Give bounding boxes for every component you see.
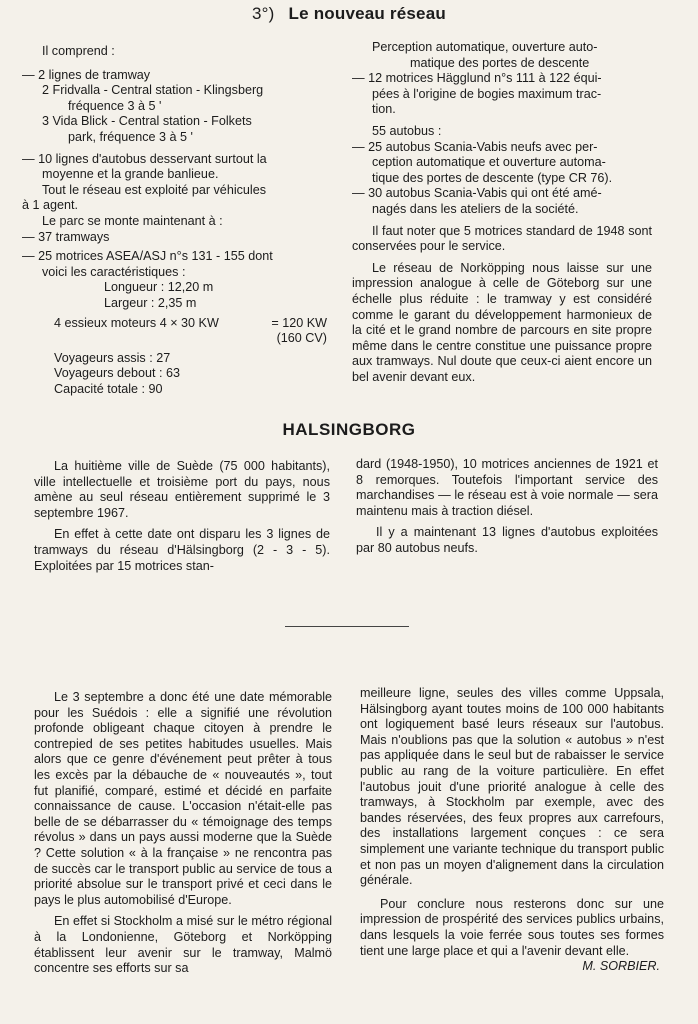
capacite-totale: Capacité totale : 90 [54,381,163,396]
fleet-intro: Le parc se monte maintenant à : [42,213,223,228]
line3-frequency: park, fréquence 3 à 5 ' [68,129,193,144]
conclusion-paragraph-3: meilleure ligne, seules des villes comme Uppsala, Hälsingborg ayant toutes moins de 100 000 habitants ont logiquement basé leurs réseaux sur l'autobus. Mais n'oublions pas que la solution « autobus » n'est pas appliquée dans le seul but de rabaisser le service public au rang de la voiture particulière. En effet l'autobus jouit d'une priorité analogue à celle des tramways, à Stockholm par exemple, avec des bandes réservées, des feux propres aux carrefours, des installations largement conçues : ce sera simplement une variante technique du transport public et non pas un moyen d'alignement dans la circulation générale. [360,686,664,888]
perception-line-cont: matique des portes de descente [410,55,590,70]
scania25-line-2: ception automatique et ouverture automa- [372,155,606,170]
line3-route: 3 Vida Blick - Central station - Folkets [42,114,252,129]
reseau-right-column [352,40,652,385]
largeur: Largeur : 2,35 m [104,295,197,310]
scania30-line: — 30 autobus Scania-Vabis qui ont été amé- [352,186,602,201]
line2-route: 2 Fridvalla - Central station - Klingsberg [42,83,264,98]
conclusion-left-column [34,690,332,977]
standard-note: Il faut noter que 5 motrices standard de 1948 sont conservées pour le service. [352,223,652,254]
section-heading [0,4,698,24]
agent-line: Tout le réseau est exploité par véhicules [42,182,267,197]
norkoping-paragraph: Le réseau de Norköpping nous laisse sur une impression analogue à celle de Göteborg sur une échelle plus réduite : le tramway y est considéré comme le garant du développement harmonieux de la cité et le grand nombre de parcours en site propre même dans le centre constitue une puissance propre aux tramways. Nul doute que ceux-ci aient encore un bel avenir devant eux. [352,260,652,384]
halsingborg-right-column [356,457,658,557]
hagglund-line-2: pées à l'origine de bogies maximum trac- [372,86,602,101]
halsingborg-lines: En effet à cette date ont disparu les 3 lignes de tramways du réseau d'Hälsingborg (2 - 3 - 5). Exploitées par 15 motrices stan- [34,527,330,573]
perception-line: Perception automatique, ouverture auto- [372,40,598,54]
section-divider [285,626,409,627]
conclusion-paragraph-1: Le 3 septembre a donc été une date mémorable pour les Suédois : elle a signifié une révolution profonde obligeant chaque citoyen à prendre le contrepied de ses petites habitudes usuelles. Mais alors que ce genre d'événement peut prêter à tous les excès par la débauche de « nouveautés », tout fut planifié, comparé, estimé et décidé en parfaite connaissance de cause. L'occasion n'était-elle pas belle de se débarrasser du « témoignage des temps révolus » dans un pays aussi moderne que la Suède ? Cette solution « à la française » ne rencontra pas de succès car le transport public au service de tous a priorité absolue sur le transport privé et ceci dans le pays le plus automobilisé d'Europe. [34,690,332,907]
essieux-power: = 120 KW [271,315,327,330]
scania30-line-2: nagés dans les ateliers de la société. [372,201,579,216]
voyageurs-debout: Voyageurs debout : 63 [54,366,181,381]
halsingborg-fleet: dard (1948-1950), 10 motrices anciennes de 1921 et 8 remorques. Toutefois l'important service des marchandises — le réseau est à voie normale — sera maintenu mais à traction diésel. [356,457,658,518]
longueur: Longueur : 12,20 m [104,280,214,295]
voyageurs-assis: Voyageurs assis : 27 [54,350,171,365]
halsingborg-left-column [34,459,330,574]
essieux-cv: (160 CV) [276,331,327,346]
conclusion-right-column [360,686,664,975]
hagglund-line-3: tion. [372,102,396,117]
tram-lines: — 2 lignes de tramway [22,67,151,82]
halsingborg-title: HALSINGBORG [282,420,416,439]
scania25-line-3: tique des portes de descente (type CR 76). [372,170,613,185]
section-number: 3°) [252,4,275,23]
reseau-left-column [22,44,327,397]
hagglund-line: — 12 motrices Hägglund n°s 111 à 122 équi- [352,71,602,86]
author-signature: M. SORBIER. [582,959,660,974]
section-title: Le nouveau réseau [288,4,446,23]
agent-line-cont: à 1 agent. [22,198,79,213]
intro-line: Il comprend : [42,44,115,58]
line2-frequency: fréquence 3 à 5 ' [68,98,162,113]
halsingborg-intro: La huitième ville de Suède (75 000 habitants), ville intellectuelle et troisième port du pays, nous amène au seul réseau entièrement supprimé le 3 septembre 1967. [34,459,330,520]
autobus-heading: 55 autobus : [372,123,442,138]
asea-line-cont: voici les caractéristiques : [42,264,186,279]
bus-lines: — 10 lignes d'autobus desservant surtout la [22,151,267,166]
trams-count: — 37 tramways [22,229,110,244]
conclusion-paragraph-4: Pour conclure nous resterons donc sur une impression de prospérité des services publics urbains, dans lesquels la voie ferrée sous toutes ses formes tient une large place et qui a l'avenir devant elle. [360,896,664,958]
bus-lines-cont: moyenne et la grande banlieue. [42,167,219,182]
halsingborg-bus: Il y a maintenant 13 lignes d'autobus exploitées par 80 autobus neufs. [356,525,658,555]
conclusion-paragraph-2: En effet si Stockholm a misé sur le métro régional à la Londonienne, Göteborg et Norköpping établissent leur avenir sur le tramway, Malmö concentre ses efforts sur sa [34,914,332,976]
essieux-spec: 4 essieux moteurs 4 × 30 KW [54,315,219,330]
asea-line: — 25 motrices ASEA/ASJ n°s 131 - 155 dont [22,249,273,264]
scania25-line: — 25 autobus Scania-Vabis neufs avec per- [352,139,598,154]
